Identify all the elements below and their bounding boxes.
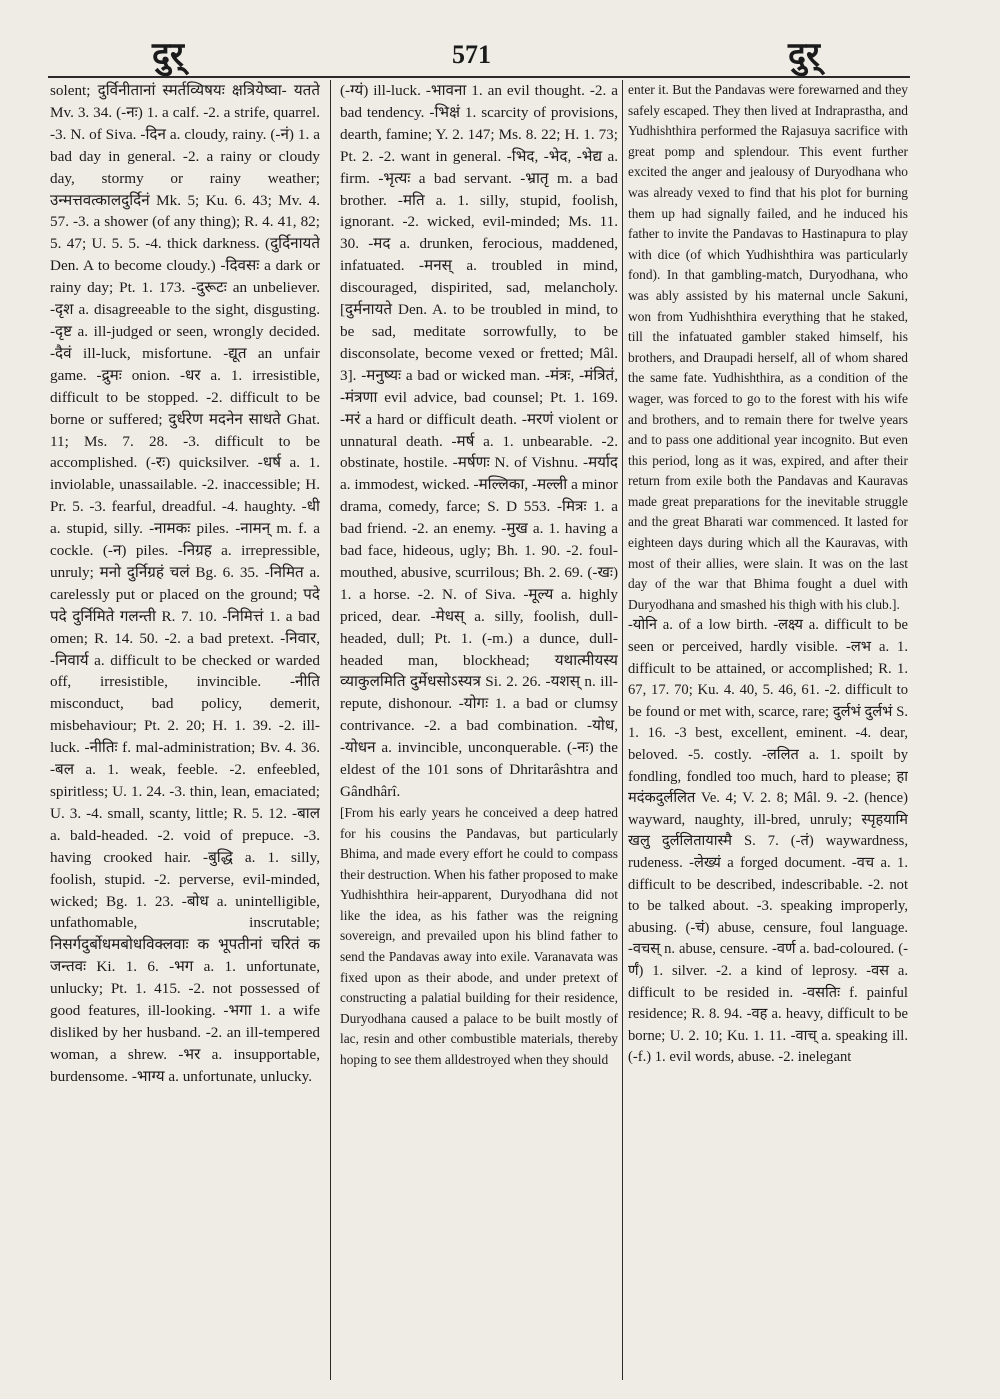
column-2 bbox=[340, 80, 618, 1385]
header-right-word: दुर् bbox=[788, 37, 820, 74]
duryodhana-note: [From his early years he conceived a deep hatred for his cousins the Pandavas, but particularly Bhima, and made every effort he could to compass their destruction. When his father proposed to make Yudhishthira heir-apparent, Duryodhana did not like the idea, as his father was the reigning sovereign, and prevailed upon his blind father to send the Pandavas away into exile. Varanavata was fixed upon as their abode, and under pretext of constructing a palatial building for their residence, Duryodhana caused a palace to be built mostly of lac, resin and other combustible materials, thereby hoping to see them alldestroyed when they should bbox=[340, 804, 618, 1068]
entry-text: (-ग्यं) ill-luck. -भावना 1. an evil thought. -2. a bad tendency. -भिक्षं 1. scarcity of provisions, dearth, famine; Y. 2. 147; Ms. 8. 22; H. 1. 73; Pt. 2. -2. want in general. -भिद, -भेद, -भेद्य a. firm. -भृत्यः a bad servant. -भ्रातृ m. a bad brother. -मति a. 1. silly, stupid, foolish, ignorant. -2. wicked, evil-minded; Ms. 11. 30. -मद a. drunken, ferocious, maddened, infatuated. -मनस् a. troubled in mind, discouraged, dispirited, sad, melancholy. [दुर्मनायते Den. A. to be troubled in mind, to be sad, meditate sorrowfully, to be disconsolate, become vexed or fretted; Mâl. 3]. -मनुष्यः a bad or wicked man. -मंत्रः, -मंत्रितं, -मंत्रणा evil advice, bad counsel; Pt. 1. 169. -मरं a hard or difficult death. -मरणं violent or unnatural death. -मर्ष a. 1. unbearable. -2. obstinate, hostile. -मर्षणः N. of Vishnu. -मर्याद a. immodest, wicked. -मल्लिका, -मल्ली a minor drama, comedy, farce; S. D 553. -मित्रः 1. a bad friend. -2. an enemy. -मुख a. 1. having a bad face, hideous, ugly; Bh. 1. 90. -2. foul-mouthed, abusive, scurrilous; Bh. 2. 69. (-खः) 1. a horse. -2. N. of Siva. -मूल्य a. highly priced, dear. -मेधस् a. silly, foolish, dull-headed, dull; Pt. 1. (-m.) a dunce, dull-headed man, blockhead; यथात्मीयस्य व्याकुलमिति दुर्मेधसोऽस्यत्र Si. 2. 26. -यशस् n. ill-repute, dishonour. -योगः 1. a bad or clumsy contrivance. -2. a bad combination. -योध, -योधन a. invincible, unconquerable. (-नः) the eldest of the 101 sons of Dhritarâshtra and Gândhârî. bbox=[340, 82, 618, 800]
column-3 bbox=[628, 80, 908, 1385]
duryodhana-note-continued: enter it. But the Pandavas were forewarned and they safely escaped. They then lived at Indraprastha, and Yudhishthira performed the Rajasuya sacrifice with great pomp and splendour. This event further excited the anger and jealousy of Duryodhana who was already vexed to find that his plot for burning them up had signally failed, and he induced his father to invite the Pandavas to Hastinapura to play with dice (of which Yudhishthira was particularly fond). In that gambling-match, Duryodhana, who was ably assisted by his maternal uncle Sakuni, won from Yudhishthira everything that he staked, till the infatuated gambler staked himself, his brothers, and Draupadi herself, all of whom shared the same fate. Yudhishthira, as a condition of the wager, was forced to go to the forest with his wife and brothers, and to remain there for twelve years and to pass one additional year incognito. But even this period, long as it was, expired, and after their return from exile both the Pandavas and Kauravas made great preparations for the inevitable struggle and the great Bharati war commenced. It lasted for eighteen days during which all the Kauravas, with most of their allies, were slain. It was on the last day of the war that Bhima fought a duel with Duryodhana and smashed his thigh with his club.]. bbox=[628, 82, 908, 612]
column-divider-1 bbox=[330, 80, 331, 1380]
entry-text: solent; दुर्विनीतानां स्मर्तव्यिषयः क्षत्रियेष्वा- यतते Mv. 3. 34. (-नः) 1. a calf. -2. a strife, quarrel. -3. N. of Siva. -दिन a. cloudy, rainy. (-नं) 1. a bad day in general. -2. a rainy or cloudy day, stormy or rainy weather; उन्मत्तवत्कालदुर्दिनं Mk. 5; Ku. 6. 43; Mv. 4. 57. -3. a shower (of any thing); R. 4. 41, 82; 5. 47; U. 5. 5. -4. thick darkness. (दुर्दिनायते Den. A to become cloudy.) -दिवसः a dark or rainy day; Pt. 1. 173. -दुरूटः an unbeliever. -दृश a. disagreeable to the sight, disgusting. -दृष्ट a. ill-judged or seen, wrongly decided. -दैवं ill-luck, misfortune. -द्यूत an unfair game. -द्रुमः onion. -धर a. 1. irresistible, difficult to be stopped. -2. difficult to be borne or suffered; दुर्धरेण मदनेन साधते Ghat. 11; Ms. 7. 28. -3. difficult to be accomplished. (-रः) quicksilver. -धर्ष a. 1. inviolable, unassailable. -2. inaccessible; H. Pr. 5. -3. fearful, dreadful. -4. haughty. -धी a. stupid, silly. -नामकः piles. -नामन् m. f. a cockle. (-न) piles. -निग्रह a. irrepressible, unruly; मनो दुर्निग्रहं चलं Bg. 6. 35. -निमित a. carelessly put or placed on the ground; पदे पदे दुर्निमिते गलन्ती R. 7. 10. -निमित्तं 1. a bad omen; R. 14. 50. -2. a bad pretext. -निवार, -निवार्य a. difficult to be checked or warded off, irresistible, invincible. -नीति misconduct, bad policy, demerit, misbehaviour; Pt. 2. 20; H. 1. 39. -2. ill-luck. -नीतिः f. mal-administration; Bv. 4. 36. -बल a. 1. weak, feeble. -2. enfeebled, spiritless; U. 1. 24. -3. thin, lean, emaciated; U. 3. -4. small, scanty, little; R. 5. 12. -बाल a. bald-headed. -2. void of prepuce. -3. having crooked hair. -बुद्धि a. 1. silly, foolish, stupid. -2. perverse, evil-minded, wicked; Bg. 1. 23. -बोध a. unintelligible, unfathomable, inscrutable; निसर्गदुर्बोधमबोधविक्लवाः क भूपतीनां चरितं क जन्तवः Ki. 1. 6. -भग a. 1. unfortunate, unlucky; Pt. 1. 415. -2. not possessed of good features, ill-looking. -भगा 1. a wife disliked by her husband. -2. an ill-tempered woman, a shrew. -भर a. insupportable, burdensome. -भाग्य a. unfortunate, unlucky. bbox=[50, 82, 320, 1085]
header-rule bbox=[48, 76, 910, 78]
column-divider-2 bbox=[622, 80, 623, 1380]
column-1 bbox=[50, 80, 320, 1385]
page-number: 571 bbox=[452, 40, 491, 69]
header-left-word: दुर् bbox=[152, 37, 184, 74]
entry-text: -योनि a. of a low birth. -लक्ष्य a. difficult to be seen or perceived, hardly visible. -लभ a. 1. difficult to be attained, or accomplished; R. 1. 67, 17. 70; Ku. 4. 40, 5. 46, 61. -2. difficult to be found or met with, scarce, rare; दुर्लभं दुर्लभं S. 1. 16. -3 best, excellent, eminent. -4. dear, beloved. -5. costly. -ललित a. 1. spoilt by fondling, fondled too much, hard to please; हा मदंकदुर्ललित Ve. 4; V. 2. 8; Mâl. 9. -2. (hence) wayward, naughty, ill-bred, unruly; स्पृहयामि खलु दुर्ललितायास्मै S. 7. (-तं) waywardness, rudeness. -लेख्यं a forged document. -वच a. 1. difficult to be described, indescribable. -2. not to be talked about. -3. speaking improperly, abusing. (-चं) abuse, censure, foul language. -वचस् n. abuse, censure. -वर्ण a. bad-coloured. (-र्णं) 1. silver. -2. a kind of leprosy. -वस a. difficult to be resided in. -वसतिः f. painful residence; R. 8. 94. -वह a. heavy, difficult to be borne; U. 2. 10; Ku. 1. 11. -वाच् a. speaking ill. (-f.) 1. evil words, abuse. -2. inelegant bbox=[628, 617, 908, 1066]
